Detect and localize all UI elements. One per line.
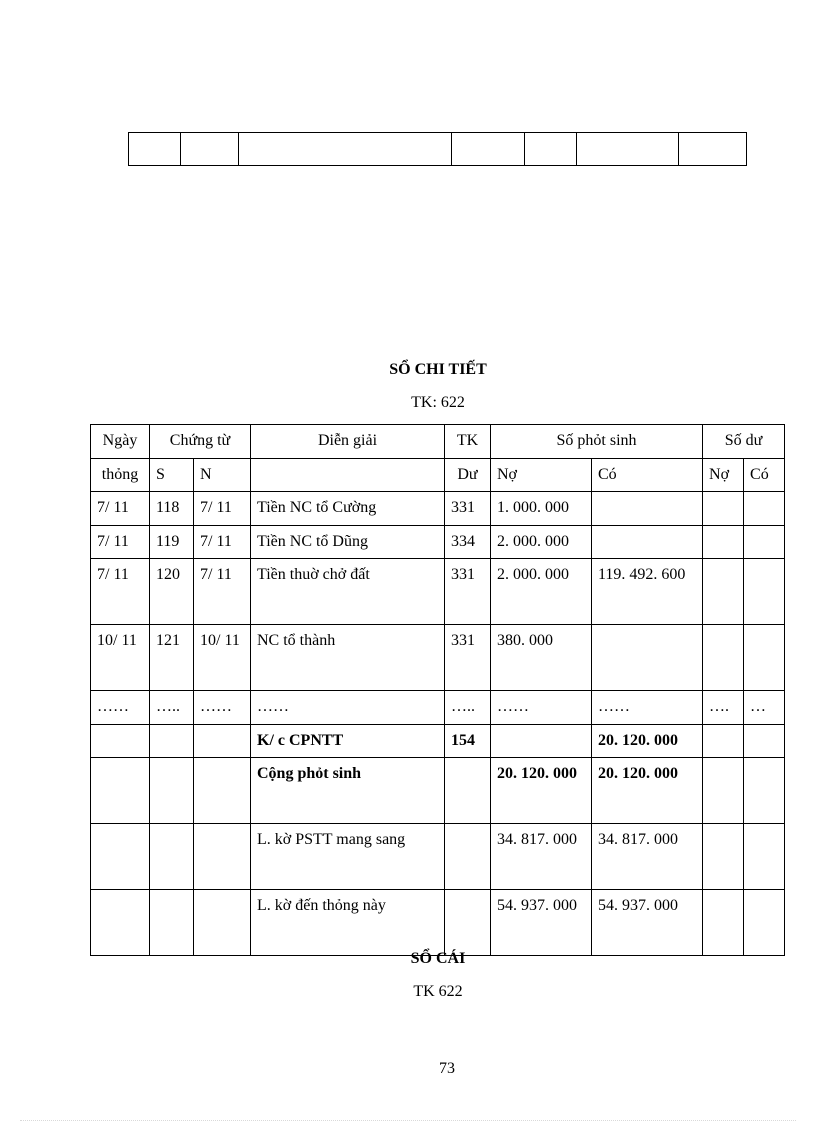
cell-du-co	[744, 890, 785, 956]
cell-no: 54. 937. 000	[491, 890, 592, 956]
cell-no: 20. 120. 000	[491, 758, 592, 824]
table-row	[91, 890, 785, 956]
cell-co: ……	[592, 691, 703, 725]
cell-date	[91, 724, 150, 758]
cell-tk: 334	[445, 525, 491, 559]
header-du: Dư	[445, 458, 491, 492]
cell-n: 7/ 11	[194, 525, 251, 559]
cell-no: 2. 000. 000	[491, 559, 592, 625]
table-header-row	[91, 458, 785, 492]
cell-desc: K/ c CPNTT	[251, 724, 445, 758]
cell-co: 20. 120. 000	[592, 758, 703, 824]
cell-co	[592, 525, 703, 559]
cell-s: 121	[150, 625, 194, 691]
cell-co: 54. 937. 000	[592, 890, 703, 956]
cell-du-co	[744, 525, 785, 559]
table-row	[129, 133, 747, 166]
ledger-subtitle: TK 622	[413, 983, 463, 1000]
page-bottom-divider	[20, 1120, 796, 1121]
table-row	[91, 758, 785, 824]
header-co: Có	[592, 458, 703, 492]
cell-du-no	[703, 492, 744, 526]
cell-tk: …..	[445, 691, 491, 725]
cell-n: 10/ 11	[194, 625, 251, 691]
header-thong: thỏng	[91, 458, 150, 492]
cell-du-no	[703, 890, 744, 956]
cell-no: 2. 000. 000	[491, 525, 592, 559]
cell-desc: Tiền NC tổ Dũng	[251, 525, 445, 559]
cell-no: ……	[491, 691, 592, 725]
cell-desc: Tiền thuờ chở đất	[251, 559, 445, 625]
cell-du-no	[703, 824, 744, 890]
header-so-phat-sinh: Số phỏt sinh	[491, 425, 703, 459]
cell-desc: Cộng phỏt sinh	[251, 758, 445, 824]
empty-cell	[577, 133, 679, 166]
cell-s	[150, 758, 194, 824]
cell-du-no	[703, 724, 744, 758]
detail-title: SỔ CHI TIẾT	[389, 361, 487, 378]
cell-du-co	[744, 724, 785, 758]
cell-tk: 331	[445, 492, 491, 526]
header-tk: TK	[445, 425, 491, 459]
table-row	[91, 724, 785, 758]
empty-cell	[129, 133, 181, 166]
cell-du-co	[744, 625, 785, 691]
empty-cell	[239, 133, 452, 166]
cell-du-no	[703, 758, 744, 824]
cell-desc: L. kờ đến thỏng này	[251, 890, 445, 956]
empty-cell	[525, 133, 577, 166]
cell-tk	[445, 758, 491, 824]
cell-tk: 154	[445, 724, 491, 758]
header-dien-giai-blank	[251, 458, 445, 492]
cell-desc: ……	[251, 691, 445, 725]
cell-desc: Tiền NC tổ Cường	[251, 492, 445, 526]
cell-n: ……	[194, 691, 251, 725]
cell-date	[91, 824, 150, 890]
cell-du-co: …	[744, 691, 785, 725]
cell-n: 7/ 11	[194, 559, 251, 625]
empty-cell	[679, 133, 747, 166]
header-n: N	[194, 458, 251, 492]
cell-no: 380. 000	[491, 625, 592, 691]
header-so-du: Số dư	[703, 425, 785, 459]
page-number: 73	[439, 1060, 455, 1077]
cell-s	[150, 890, 194, 956]
cell-du-no	[703, 559, 744, 625]
top-empty-table	[128, 132, 747, 166]
cell-du-co	[744, 492, 785, 526]
cell-date: 7/ 11	[91, 492, 150, 526]
cell-date: 10/ 11	[91, 625, 150, 691]
cell-s: 118	[150, 492, 194, 526]
cell-no: 34. 817. 000	[491, 824, 592, 890]
cell-co	[592, 625, 703, 691]
empty-cell	[181, 133, 239, 166]
table-row	[91, 824, 785, 890]
table-row	[91, 625, 785, 691]
cell-desc: L. kờ PSTT mang sang	[251, 824, 445, 890]
cell-n	[194, 890, 251, 956]
table-row	[91, 559, 785, 625]
cell-du-no	[703, 525, 744, 559]
cell-du-co	[744, 559, 785, 625]
cell-date: 7/ 11	[91, 559, 150, 625]
cell-date	[91, 758, 150, 824]
cell-desc: NC tổ thành	[251, 625, 445, 691]
table-row	[91, 492, 785, 526]
cell-du-no	[703, 625, 744, 691]
cell-no: 1. 000. 000	[491, 492, 592, 526]
cell-co: 34. 817. 000	[592, 824, 703, 890]
cell-tk: 331	[445, 625, 491, 691]
cell-n	[194, 758, 251, 824]
cell-date: ……	[91, 691, 150, 725]
cell-n	[194, 824, 251, 890]
header-ngay: Ngày	[91, 425, 150, 459]
cell-s: …..	[150, 691, 194, 725]
cell-no	[491, 724, 592, 758]
cell-du-co	[744, 824, 785, 890]
table-row	[91, 691, 785, 725]
cell-s	[150, 824, 194, 890]
cell-s: 119	[150, 525, 194, 559]
header-s: S	[150, 458, 194, 492]
table-header-row	[91, 425, 785, 459]
cell-s	[150, 724, 194, 758]
header-chung-tu: Chứng từ	[150, 425, 251, 459]
cell-du-co	[744, 758, 785, 824]
cell-co: 20. 120. 000	[592, 724, 703, 758]
cell-date	[91, 890, 150, 956]
cell-co	[592, 492, 703, 526]
cell-tk	[445, 890, 491, 956]
header-du-co: Có	[744, 458, 785, 492]
header-dien-giai: Diễn giải	[251, 425, 445, 459]
cell-n	[194, 724, 251, 758]
cell-n: 7/ 11	[194, 492, 251, 526]
cell-date: 7/ 11	[91, 525, 150, 559]
cell-tk: 331	[445, 559, 491, 625]
cell-tk	[445, 824, 491, 890]
detail-ledger-table	[90, 424, 785, 956]
header-du-no: Nợ	[703, 458, 744, 492]
cell-du-no: ….	[703, 691, 744, 725]
cell-s: 120	[150, 559, 194, 625]
cell-co: 119. 492. 600	[592, 559, 703, 625]
table-row	[91, 525, 785, 559]
ledger-title: SỔ CÁI	[410, 950, 466, 967]
empty-cell	[452, 133, 525, 166]
detail-subtitle: TK: 622	[411, 394, 465, 411]
header-no: Nợ	[491, 458, 592, 492]
